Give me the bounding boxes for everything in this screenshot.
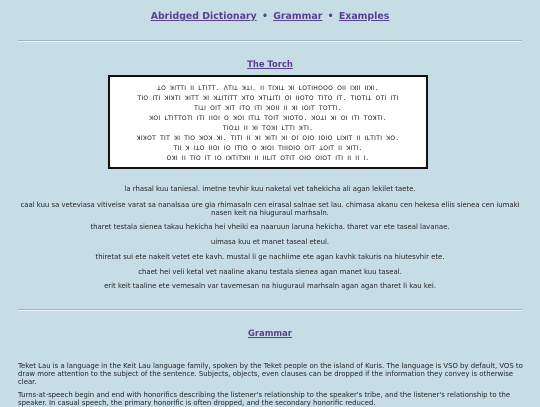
grammar-paragraph: Teket Lau is a language in the Keit Lau language family, spoken by the Teket people on the island of Kuris. The language is VSO by default, VOS to draw more attention to the subject of the sentence. Subjects, objects, even clauses can be dropped if the information they convey is otherwise clear.	[18, 362, 523, 387]
script-line: ꓔꓲꓳ ꓲꓔꓲ ꓘꓲꓘꓔꓲ ꓘꓲꓔꓔ ꓘꓲ ꓘꓕꓲꓔꓲꓔꓔ ꓘꓔꓳ ꓘꓔꓲꓕꓲꓔꓲ ꓳꓲ ꓲꓲꓳꓔꓳ ꓔꓲꓔꓳ ꓲꓔ. ꓔꓲꓳꓔꓲꓕ ꓳꓔꓲ ꓲꓔꓲ	[137, 95, 399, 102]
script-line: ꓘꓳꓲ ꓡꓔꓲꓔꓔꓳꓔꓲ ꓲꓔꓲ ꓲꓲꓳꓲ ꓳ ꓘꓳꓲ ꓲꓔꓲꓕ ꓔꓳꓲꓔ ꓘꓲꓳꓔꓳ. ꓘꓳꓕꓲ ꓘꓲ ꓳꓲ ꓲꓔꓲ ꓔꓳꓘꓔꓲ.	[149, 115, 387, 122]
section-title-grammar	[0, 328, 540, 338]
transliteration-line: tharet testala sienea takau hekicha hei vheiki ea naaruun laruna hekicha. tharet var ete taseal lavanae.	[90, 223, 450, 231]
script-line: ꓳꓘꓲ ꓲꓲ ꓔꓲꓳ ꓲꓔ ꓲꓳ ꓲꓘꓔꓲꓔꓘꓲꓲ ꓲꓲ ꓲꓲꓡꓲꓔ ꓳꓔꓲꓔ ꓳꓲꓳ ꓳꓲꓳꓔ ꓲꓔꓲ ꓲꓲ ꓲꓲ ꓲ.	[166, 155, 370, 162]
nav-link-dictionary[interactable]: Abridged Dictionary	[150, 11, 257, 22]
grammar-title-link[interactable]: Grammar	[248, 328, 292, 338]
nav-link-examples[interactable]: Examples	[338, 11, 390, 22]
nav-separator: •	[261, 11, 268, 22]
torch-title-link[interactable]: The Torch	[247, 59, 293, 69]
section-title-torch	[0, 59, 540, 69]
section-divider	[18, 309, 522, 311]
script-line: ꓔꓲꓳꓕꓲ ꓲꓲ ꓘꓲ ꓔꓳꓘꓲ ꓡꓔꓔꓲ ꓘꓔꓲ.	[222, 125, 314, 132]
transliteration-line: chaet hei veli ketal vet naaline akanu testala sienea agan manet kuu taseal.	[138, 268, 402, 276]
script-line: ꓔꓲꓲ ꓘ ꓲꓕꓳ ꓲꓲꓳꓲ ꓲꓳ ꓲꓔꓲꓳ ꓳ ꓘꓲꓳꓲ ꓔꓲꓲꓲꓳꓲꓳ ꓳꓲꓔ ꓕꓳꓲꓔ ꓲꓲ ꓘꓲꓔꓲ.	[173, 145, 363, 152]
transliteration-line: thiretat sui ete nakeit vetet ete kavh. mustal li ge nachiime ete agan kavhk takuris na hiutesvhir ete.	[95, 253, 445, 261]
script-line: ꓔꓲꓕꓲ ꓳꓲꓔ ꓘꓲꓔ ꓲꓔꓳ ꓲꓔꓲ ꓘꓳꓲꓲ ꓲꓲ ꓘꓲ ꓲꓳꓲꓔ ꓔꓳꓔꓔꓲ.	[194, 105, 342, 112]
transliteration-line: caal kuu sa veteviasa vitiveise varat sa nanalsaa ure gia rhimasaln cen eirasal salnae set lau. chimasa akanu cen hekesa eliis sienea cen iumaki nasen keit na hiuguraul marhsaln.	[20, 201, 520, 217]
transliteration-line: erit keit taaline ete vemesaln var tavemesan na hiuguraul marhsaln agan agan tharet li kau kei.	[104, 282, 436, 290]
transliteration-line: uimasa kuu et manet taseal eteul.	[210, 238, 330, 246]
nav-link-grammar[interactable]: Grammar	[273, 11, 323, 22]
script-line: ꓘꓲꓘꓳꓔ ꓔꓲꓔ ꓘꓲ ꓔꓲꓳ ꓘꓳꓘ ꓘꓲ. ꓔꓲꓔꓲ ꓲꓲ ꓘꓲ ꓘꓲꓔꓲ ꓘꓲ ꓳꓲ ꓳꓲꓳ ꓲꓳꓲꓳ ꓡꓲꓘꓲꓔ ꓲꓲ ꓲꓡꓔꓲꓔꓲ ꓘꓳ.	[136, 135, 400, 142]
transliteration-line: la rhasal kuu taniesal. imetne tevhir kuu naketal vet tahekicha ali agan lekilet taete.	[124, 185, 416, 193]
script-line: ꓕꓳ ꓘꓲꓔꓔꓲ ꓲꓲ ꓡꓔꓲꓔꓔ. ꓥꓔꓲꓕ ꓘꓕꓲ. ꓲꓲ ꓔꓲꓘꓲꓕ ꓘꓲ ꓡꓳꓔꓲꓧꓳꓳꓳ ꓳꓲꓲ ꓲꓘꓲꓲ ꓲꓲꓘꓲ.	[157, 85, 379, 92]
section-divider	[18, 40, 522, 42]
top-nav	[0, 0, 540, 22]
grammar-paragraph: Turns-at-speech begin and end with honorifics describing the listener's relationship to the speaker's tribe, and the listener's relationship to the speaker. In casual speech, the primary honorific is often dropped, and the secondary honorific reduced.	[18, 391, 511, 407]
nav-separator: •	[327, 11, 334, 22]
native-script-box	[108, 75, 428, 169]
